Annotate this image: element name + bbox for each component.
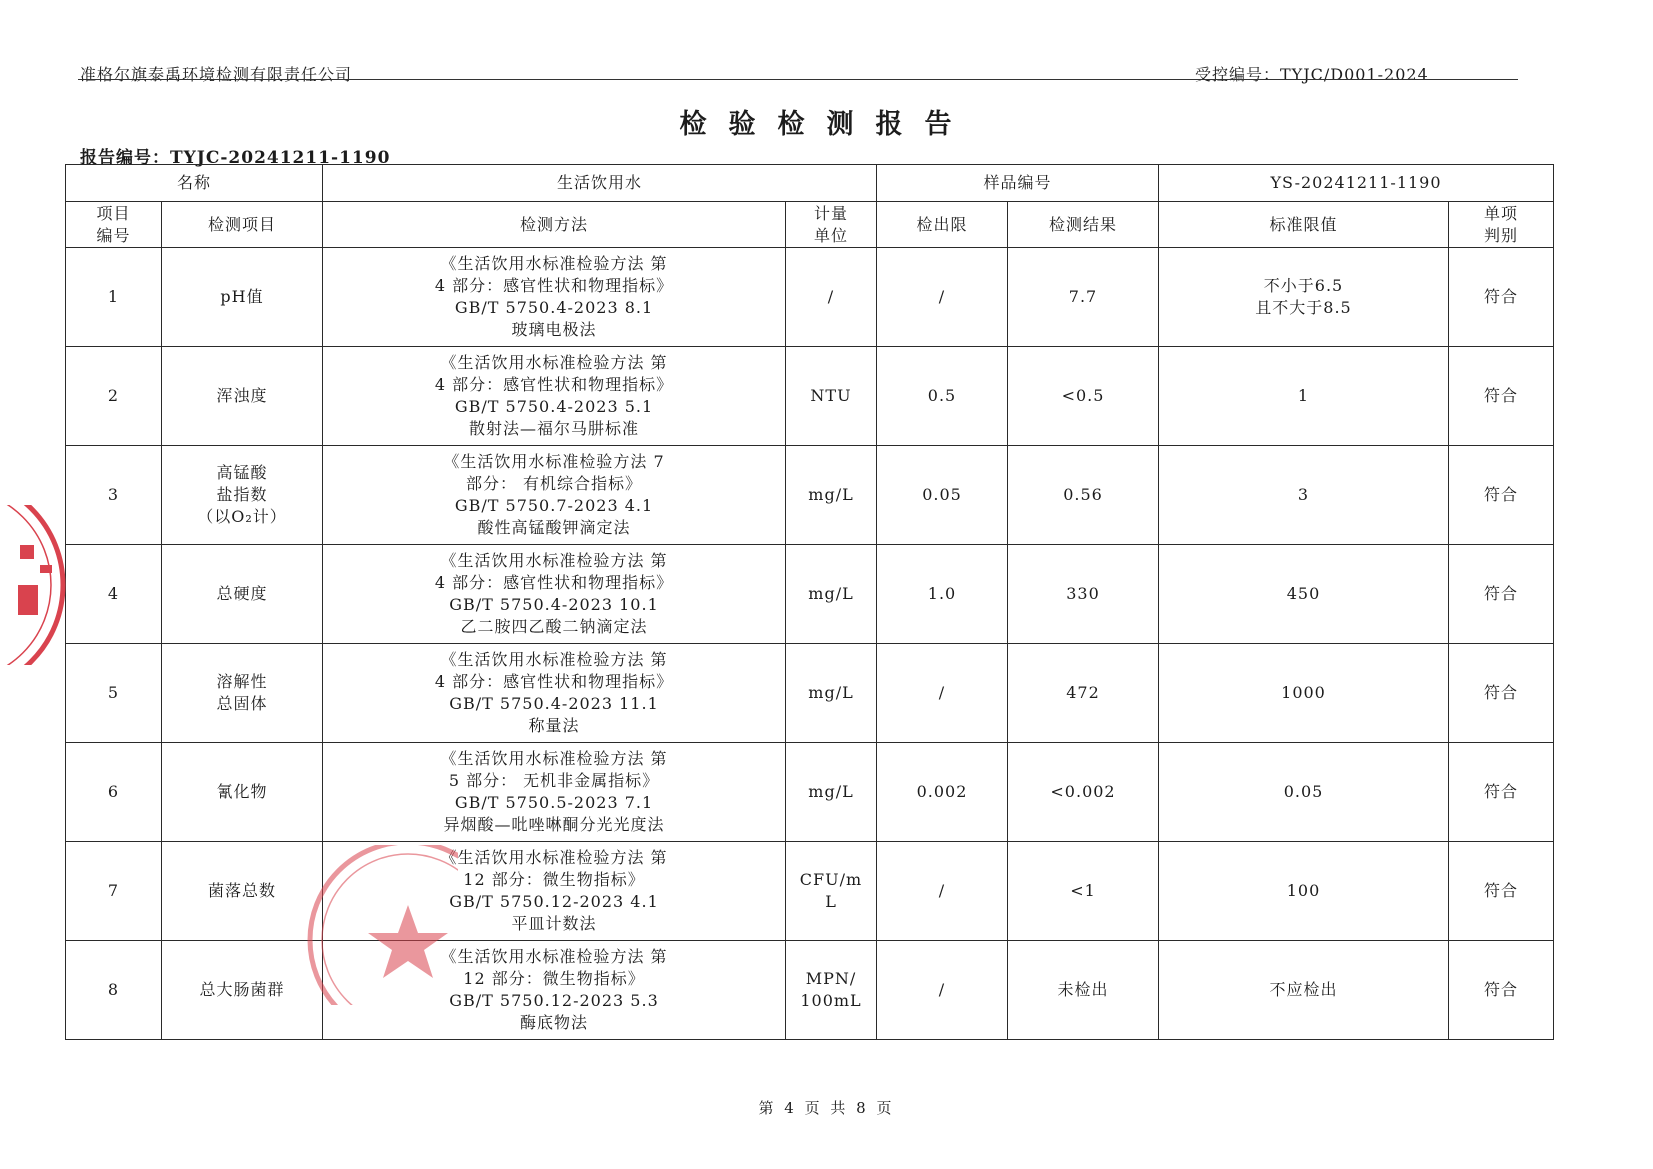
cell-unit: mg/L xyxy=(786,545,877,644)
table-row xyxy=(66,347,1554,446)
cell-standard: 1 xyxy=(1159,347,1449,446)
table-row xyxy=(66,644,1554,743)
cell-limit: / xyxy=(877,644,1008,743)
cell-standard: 3 xyxy=(1159,446,1449,545)
cell-item: 菌落总数 xyxy=(162,842,323,941)
cell-result: <1 xyxy=(1008,842,1159,941)
cell-method: 《生活饮用水标准检验方法 7 部分： 有机综合指标》 GB/T 5750.7-2023 4.1 酸性高锰酸钾滴定法 xyxy=(323,446,786,545)
seal-star xyxy=(368,905,448,978)
col-header-standard: 标准限值 xyxy=(1159,202,1449,248)
cell-standard: 100 xyxy=(1159,842,1449,941)
col-header-method: 检测方法 xyxy=(323,202,786,248)
cell-no: 2 xyxy=(66,347,162,446)
cell-unit: CFU/m L xyxy=(786,842,877,941)
cell-method: 《生活饮用水标准检验方法 第 5 部分： 无机非金属指标》 GB/T 5750.5-2023 7.1 异烟酸—吡唑啉酮分光光度法 xyxy=(323,743,786,842)
cell-judge: 符合 xyxy=(1449,941,1554,1040)
col-header-item: 检测项目 xyxy=(162,202,323,248)
cell-limit: 0.5 xyxy=(877,347,1008,446)
control-number: 受控编号：TYJC/D001-2024 xyxy=(1195,65,1429,84)
sample-id-label: 样品编号 xyxy=(877,165,1159,202)
cell-judge: 符合 xyxy=(1449,248,1554,347)
table-row xyxy=(66,446,1554,545)
cell-limit: 0.002 xyxy=(877,743,1008,842)
cell-standard: 不小于6.5 且不大于8.5 xyxy=(1159,248,1449,347)
cell-item: 氰化物 xyxy=(162,743,323,842)
cell-result: 7.7 xyxy=(1008,248,1159,347)
cell-no: 1 xyxy=(66,248,162,347)
column-header-row xyxy=(66,202,1554,248)
cell-limit: / xyxy=(877,248,1008,347)
cell-item: 总大肠菌群 xyxy=(162,941,323,1040)
company-name: 准格尔旗泰禹环境检测有限责任公司 xyxy=(80,65,353,84)
cell-method: 《生活饮用水标准检验方法 第 12 部分：微生物指标》 GB/T 5750.12-2023 5.3 酶底物法 xyxy=(323,941,786,1040)
cell-no: 4 xyxy=(66,545,162,644)
cell-standard: 0.05 xyxy=(1159,743,1449,842)
cell-item: 溶解性 总固体 xyxy=(162,644,323,743)
col-header-result: 检测结果 xyxy=(1008,202,1159,248)
table-row xyxy=(66,545,1554,644)
cell-judge: 符合 xyxy=(1449,842,1554,941)
cell-unit: mg/L xyxy=(786,743,877,842)
cell-no: 3 xyxy=(66,446,162,545)
cell-method: 《生活饮用水标准检验方法 第 4 部分：感官性状和物理指标》 GB/T 5750.4-2023 11.1 称量法 xyxy=(323,644,786,743)
sample-id-value: YS-20241211-1190 xyxy=(1159,165,1554,202)
cell-unit: / xyxy=(786,248,877,347)
cell-limit: / xyxy=(877,941,1008,1040)
cell-judge: 符合 xyxy=(1449,347,1554,446)
cell-limit: 1.0 xyxy=(877,545,1008,644)
partial-seal-left xyxy=(0,505,75,665)
cell-method: 《生活饮用水标准检验方法 第 4 部分：感官性状和物理指标》 GB/T 5750.4-2023 8.1 玻璃电极法 xyxy=(323,248,786,347)
cell-item: 高锰酸 盐指数 （以O₂计） xyxy=(162,446,323,545)
cell-no: 8 xyxy=(66,941,162,1040)
cell-standard: 不应检出 xyxy=(1159,941,1449,1040)
cell-unit: NTU xyxy=(786,347,877,446)
cell-result: 472 xyxy=(1008,644,1159,743)
cell-judge: 符合 xyxy=(1449,446,1554,545)
seal-left-mark xyxy=(40,565,52,573)
col-header-judge: 单项 判别 xyxy=(1449,202,1554,248)
cell-method: 《生活饮用水标准检验方法 第 12 部分：微生物指标》 GB/T 5750.12-2023 4.1 平皿计数法 xyxy=(323,842,786,941)
report-title: 检验检测报告 xyxy=(679,109,974,140)
cell-no: 7 xyxy=(66,842,162,941)
cell-judge: 符合 xyxy=(1449,545,1554,644)
cell-standard: 1000 xyxy=(1159,644,1449,743)
cell-result: 0.56 xyxy=(1008,446,1159,545)
sample-name-label: 名称 xyxy=(66,165,323,202)
cell-method: 《生活饮用水标准检验方法 第 4 部分：感官性状和物理指标》 GB/T 5750.4-2023 5.1 散射法—福尔马肼标准 xyxy=(323,347,786,446)
seal-left-mark xyxy=(18,585,38,615)
cell-unit: mg/L xyxy=(786,446,877,545)
report-number: 报告编号：TYJC-20241211-1190 xyxy=(80,148,391,168)
cell-judge: 符合 xyxy=(1449,644,1554,743)
seal-left-mark xyxy=(20,545,34,559)
seal-rings xyxy=(310,845,458,1005)
seal-inner-ring xyxy=(322,854,458,1005)
cell-item: 浑浊度 xyxy=(162,347,323,446)
cell-method: 《生活饮用水标准检验方法 第 4 部分：感官性状和物理指标》 GB/T 5750.4-2023 10.1 乙二胺四乙酸二钠滴定法 xyxy=(323,545,786,644)
cell-result: 330 xyxy=(1008,545,1159,644)
cell-unit: mg/L xyxy=(786,644,877,743)
page-footer: 第 4 页 共 8 页 xyxy=(758,1099,895,1117)
cell-judge: 符合 xyxy=(1449,743,1554,842)
table-row xyxy=(66,248,1554,347)
sample-name-value: 生活饮用水 xyxy=(323,165,877,202)
cell-no: 5 xyxy=(66,644,162,743)
cell-limit: / xyxy=(877,842,1008,941)
cell-standard: 450 xyxy=(1159,545,1449,644)
table-row xyxy=(66,743,1554,842)
cell-no: 6 xyxy=(66,743,162,842)
header-rule xyxy=(78,79,1518,80)
cell-item: pH值 xyxy=(162,248,323,347)
col-header-no: 项目 编号 xyxy=(66,202,162,248)
col-header-unit: 计量 单位 xyxy=(786,202,877,248)
col-header-limit: 检出限 xyxy=(877,202,1008,248)
cell-result: <0.5 xyxy=(1008,347,1159,446)
cell-limit: 0.05 xyxy=(877,446,1008,545)
company-seal xyxy=(258,845,458,1005)
cell-result: 未检出 xyxy=(1008,941,1159,1040)
cell-result: <0.002 xyxy=(1008,743,1159,842)
cell-unit: MPN/ 100mL xyxy=(786,941,877,1040)
cell-item: 总硬度 xyxy=(162,545,323,644)
